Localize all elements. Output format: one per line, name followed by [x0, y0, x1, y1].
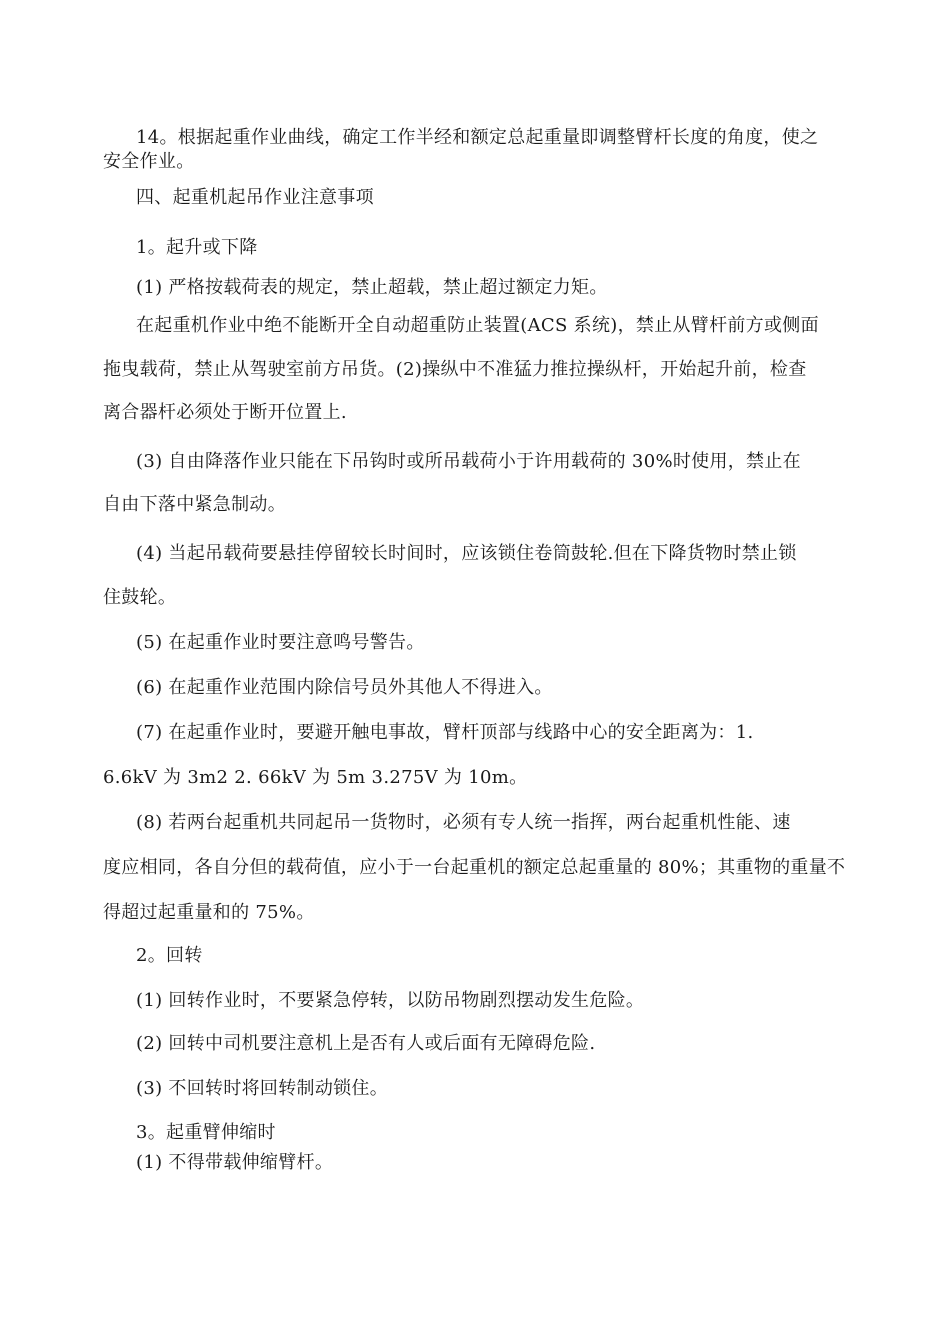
subsection-heading: 3。起重臂伸缩时	[136, 1122, 276, 1143]
paragraph-line: 度应相同，各自分但的载荷值，应小于一台起重机的额定总起重量的 80%；其重物的重量不	[103, 857, 846, 878]
paragraph-line: (1) 不得带载伸缩臂杆。	[136, 1152, 334, 1173]
paragraph-line: (1) 严格按载荷表的规定，禁止超载，禁止超过额定力矩。	[136, 277, 608, 298]
paragraph-line: 自由下落中紧急制动。	[103, 494, 286, 515]
paragraph-line: 14。根据起重作业曲线，确定工作半经和额定总起重量即调整臂杆长度的角度，使之	[136, 127, 819, 148]
paragraph-line: (6) 在起重作业范围内除信号员外其他人不得进入。	[136, 677, 553, 698]
paragraph-line: (3) 自由降落作业只能在下吊钩时或所吊载荷小于许用载荷的 30%时使用，禁止在	[136, 451, 801, 472]
subsection-heading: 1。起升或下降	[136, 237, 258, 258]
paragraph-line: (3) 不回转时将回转制动锁住。	[136, 1078, 389, 1099]
paragraph-line: (7) 在起重作业时，要避开触电事故，臂杆顶部与线路中心的安全距离为：1.	[136, 722, 754, 743]
paragraph-line: (1) 回转作业时，不要紧急停转，以防吊物剧烈摆动发生危险。	[136, 990, 645, 1011]
paragraph-line: (5) 在起重作业时要注意鸣号警告。	[136, 632, 425, 653]
paragraph-line: 安全作业。	[103, 151, 195, 172]
section-heading: 四、起重机起吊作业注意事项	[136, 187, 374, 208]
paragraph-line: (2) 回转中司机要注意机上是否有人或后面有无障碍危险.	[136, 1033, 596, 1054]
paragraph-line: (8) 若两台起重机共同起吊一货物时，必须有专人统一指挥，两台起重机性能、速	[136, 812, 791, 833]
paragraph-line: 6.6kV 为 3m2 2. 66kV 为 5m 3.275V 为 10m。	[103, 767, 528, 788]
subsection-heading: 2。回转	[136, 945, 203, 966]
paragraph-line: 得超过起重量和的 75%。	[103, 902, 315, 923]
paragraph-line: (4) 当起吊载荷要悬挂停留较长时间时，应该锁住卷筒鼓轮.但在下降货物时禁止锁	[136, 543, 797, 564]
paragraph-line: 在起重机作业中绝不能断开全自动超重防止装置(ACS 系统)，禁止从臂杆前方或侧面	[136, 315, 819, 336]
paragraph-line: 离合器杆必须处于断开位置上.	[103, 402, 347, 423]
paragraph-line: 住鼓轮。	[103, 587, 177, 608]
paragraph-line: 拖曳载荷，禁止从驾驶室前方吊货。(2)操纵中不准猛力推拉操纵杆，开始起升前，检查	[103, 359, 807, 380]
